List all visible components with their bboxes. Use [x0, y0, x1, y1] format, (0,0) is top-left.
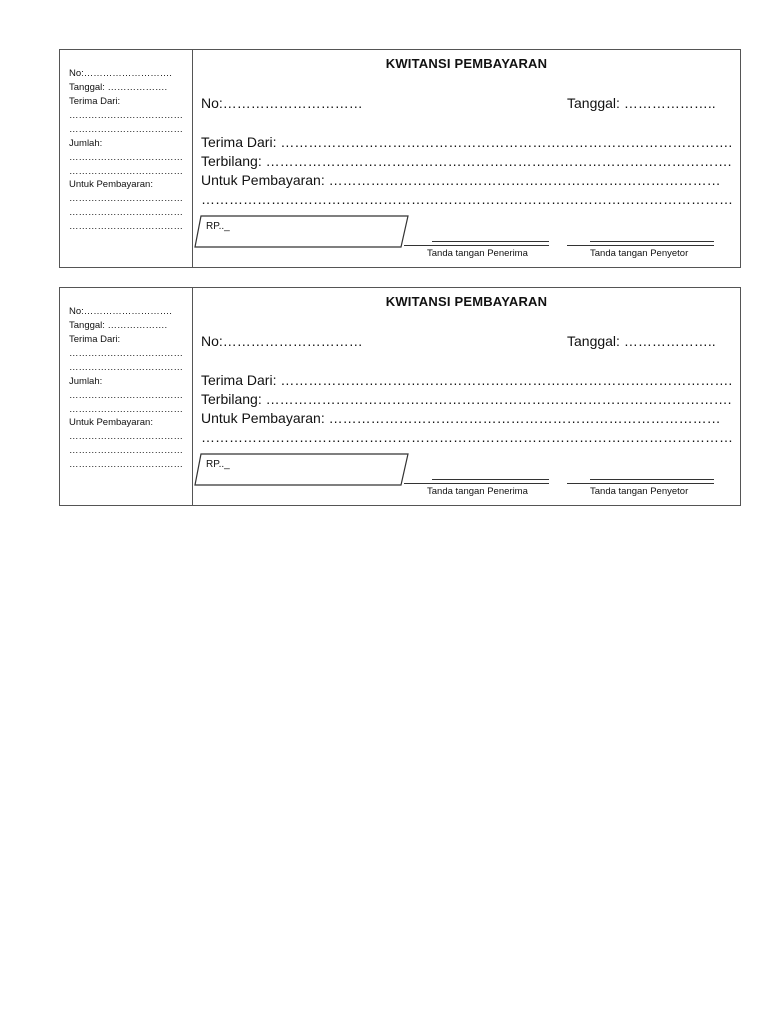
extra-dots-line: …………………………………………………………………………………………………… [201, 429, 733, 445]
stub-dots: ……………………………… [69, 459, 183, 470]
amount-in-words-field: Terbilang: ………………………………………………………………………………………. [201, 391, 732, 407]
stub-payment-for: Untuk Pembayaran: [69, 179, 153, 190]
stub-dots: ……………………………… [69, 348, 183, 359]
stub-dots: ……………………………… [69, 445, 183, 456]
depositor-signature-label: Tanda tangan Penyetor [590, 486, 689, 497]
stub-dots: ……………………………… [69, 362, 183, 373]
receiver-signature-line-short [432, 479, 549, 480]
receipt-title: KWITANSI PEMBAYARAN [385, 294, 548, 309]
stub-payment-for: Untuk Pembayaran: [69, 417, 153, 428]
receiver-signature-label: Tanda tangan Penerima [427, 486, 528, 497]
payment-for-field: Untuk Pembayaran: ………………………………………………………………………… [201, 172, 721, 188]
stub-dots: ……………………………… [69, 207, 183, 218]
depositor-signature-line [567, 483, 714, 484]
receipt-stub [60, 50, 193, 267]
stub-date: Tanggal: ………………. [69, 82, 168, 93]
stub-no: No:………………………. [69, 306, 172, 317]
receipt-date-field: Tanggal: ……………….. [567, 95, 716, 111]
receipt-form [59, 287, 741, 506]
receipt-date-field: Tanggal: ……………….. [567, 333, 716, 349]
receipt-stub [60, 288, 193, 505]
stub-dots: ……………………………… [69, 124, 183, 135]
depositor-signature-line-short [590, 241, 714, 242]
depositor-signature-line [567, 245, 714, 246]
stub-dots: ……………………………… [69, 221, 183, 232]
receipt-no-field: No:………………………… [201, 333, 363, 349]
stub-date: Tanggal: ………………. [69, 320, 168, 331]
stub-no: No:………………………. [69, 68, 172, 79]
stub-dots: ……………………………… [69, 193, 183, 204]
payment-for-field: Untuk Pembayaran: ………………………………………………………………………… [201, 410, 721, 426]
stub-received-from: Terima Dari: [69, 334, 121, 345]
receipt-no-field: No:………………………… [201, 95, 363, 111]
stub-dots: ……………………………… [69, 431, 183, 442]
depositor-signature-label: Tanda tangan Penyetor [590, 248, 689, 259]
stub-received-from: Terima Dari: [69, 96, 121, 107]
depositor-signature-line-short [590, 479, 714, 480]
receipt-title: KWITANSI PEMBAYARAN [385, 56, 548, 71]
amount-in-words-field: Terbilang: ………………………………………………………………………………………. [201, 153, 732, 169]
amount-box [194, 214, 410, 250]
received-from-field: Terima Dari: ……………………………………………………………………………………. [201, 372, 733, 388]
received-from-field: Terima Dari: ……………………………………………………………………………………. [201, 134, 733, 150]
stub-dots: ……………………………… [69, 166, 183, 177]
stub-dots: ……………………………… [69, 404, 183, 415]
stub-amount: Jumlah: [69, 138, 103, 149]
stub-amount: Jumlah: [69, 376, 103, 387]
amount-rp-label: RP.._ [206, 459, 230, 470]
receiver-signature-line-short [432, 241, 549, 242]
amount-box [194, 452, 410, 488]
amount-rp-label: RP.._ [206, 221, 230, 232]
extra-dots-line: …………………………………………………………………………………………………… [201, 191, 733, 207]
receiver-signature-label: Tanda tangan Penerima [427, 248, 528, 259]
stub-dots: ……………………………… [69, 110, 183, 121]
stub-dots: ……………………………… [69, 390, 183, 401]
receiver-signature-line [404, 483, 549, 484]
receiver-signature-line [404, 245, 549, 246]
stub-dots: ……………………………… [69, 152, 183, 163]
receipt-form [59, 49, 741, 268]
